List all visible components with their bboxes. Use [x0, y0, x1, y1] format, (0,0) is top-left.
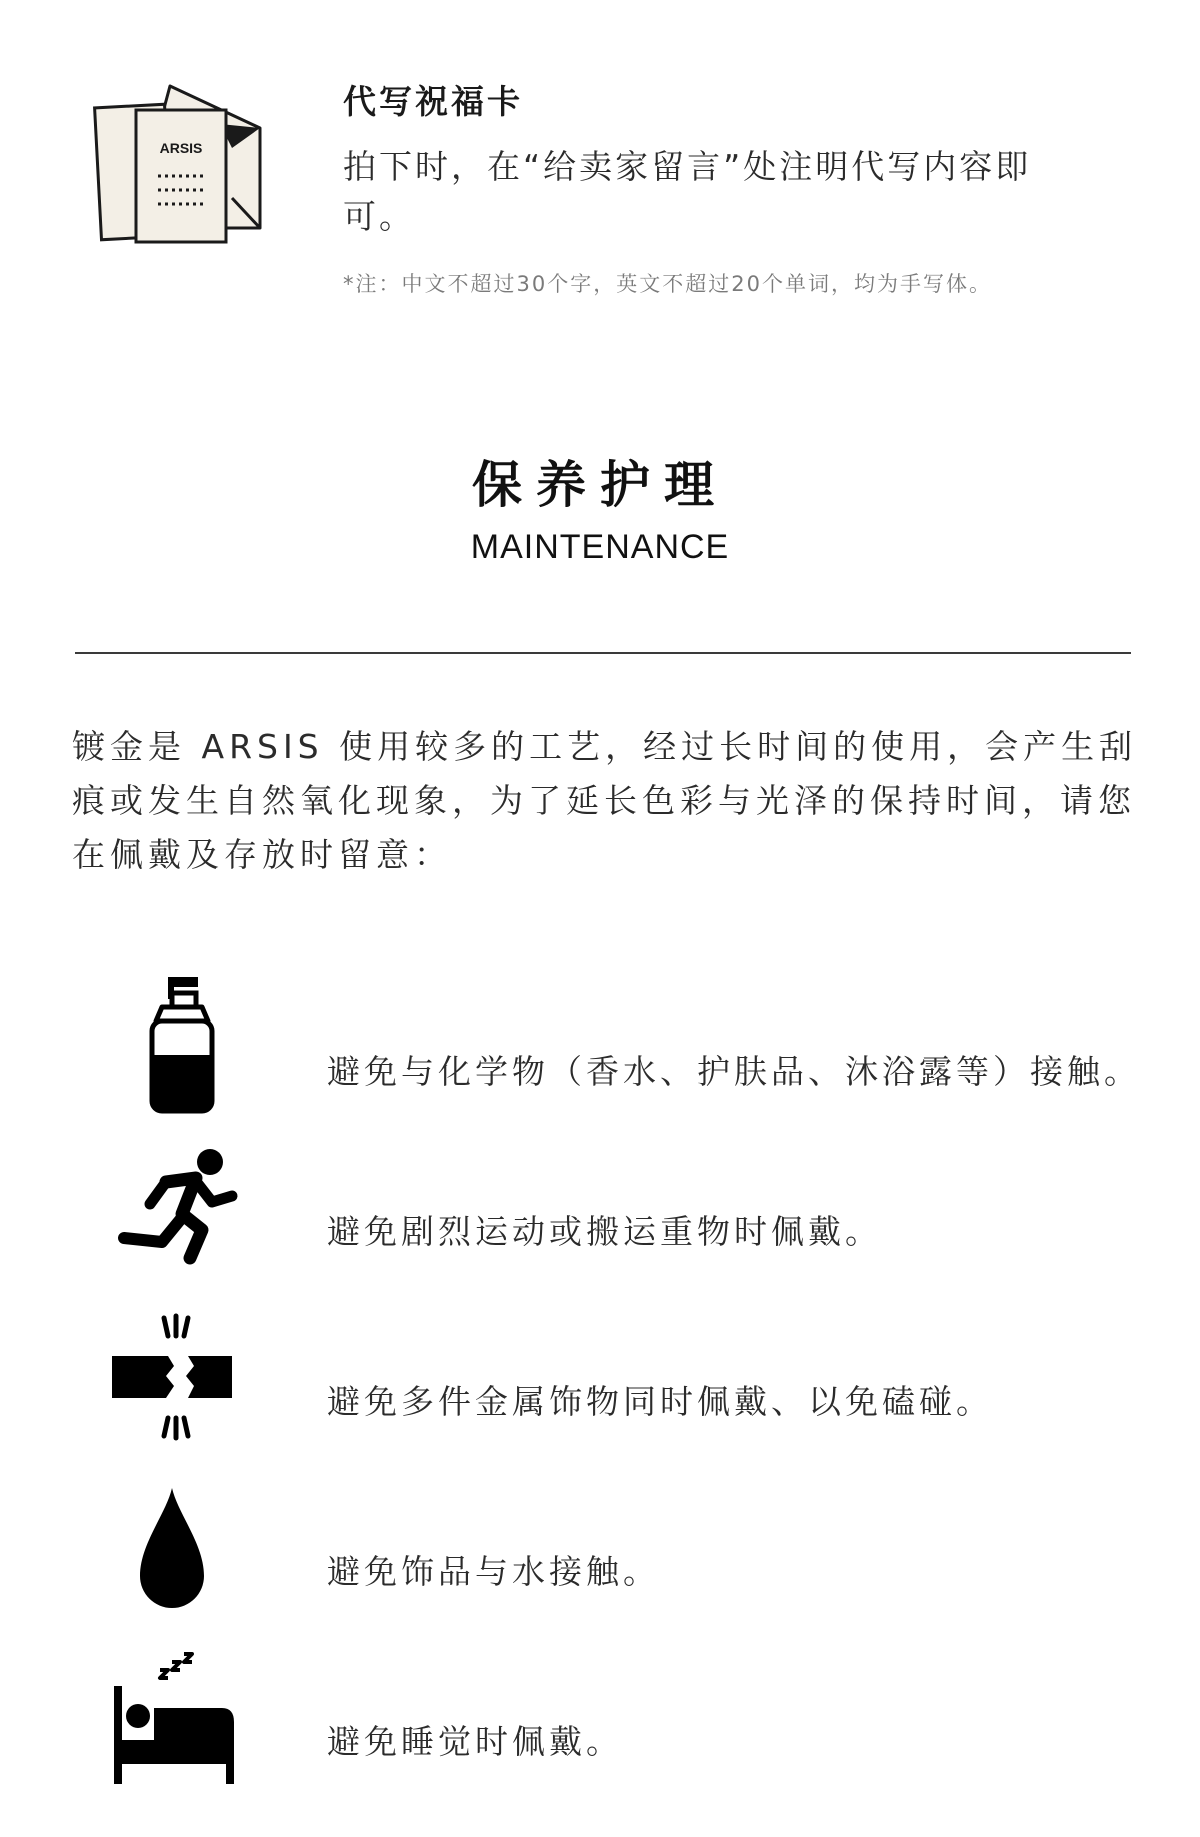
care-tip-text: 避免多件金属饰物同时佩戴、以免磕碰。: [327, 1382, 993, 1421]
care-tip-text: 避免与化学物（香水、护肤品、沐浴露等）接触。: [327, 1052, 1141, 1091]
care-tip: [0, 1470, 1200, 1640]
sleeping-bed-icon: [110, 1646, 250, 1786]
broken-bar-icon: [110, 1310, 250, 1450]
care-tip: [0, 960, 1200, 1130]
water-drop-icon: [110, 1484, 250, 1624]
care-tip: [0, 1300, 1200, 1470]
greeting-card-section: [0, 0, 1200, 320]
lotion-bottle-icon: [110, 975, 250, 1115]
maintenance-intro: 镀金是 ARSIS 使用较多的工艺，经过长时间的使用，会产生刮痕或发生自然氧化现象，为了延长色彩与光泽的保持时间，请您在佩戴及存放时留意：: [72, 727, 1138, 874]
care-tip-text: 避免睡觉时佩戴。: [327, 1722, 623, 1761]
card-note: *注：中文不超过30个字，英文不超过20个单词，均为手写体。: [343, 272, 992, 296]
care-tip-text: 避免饰品与水接触。: [327, 1552, 660, 1591]
care-tip: [0, 1640, 1200, 1810]
care-tip-text: 避免剧烈运动或搬运重物时佩戴。: [327, 1212, 882, 1251]
card-envelope-icon: [92, 78, 272, 248]
running-person-icon: [110, 1140, 250, 1280]
maintenance-subtitle: MAINTENANCE: [470, 528, 730, 566]
care-tip: [0, 1130, 1200, 1300]
section-divider: [75, 652, 1131, 654]
card-description: 拍下时，在“给卖家留言”处注明代写内容即可。: [343, 147, 1032, 236]
care-tips-list: [0, 960, 1200, 1810]
card-brand-text: ARSIS: [159, 140, 203, 156]
card-title: 代写祝福卡: [343, 82, 523, 121]
maintenance-title: 保养护理: [472, 456, 728, 514]
